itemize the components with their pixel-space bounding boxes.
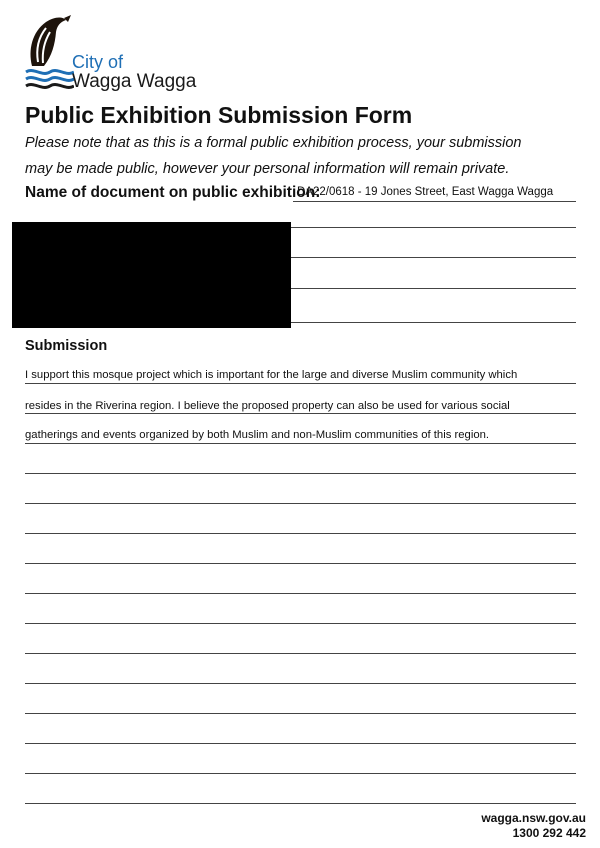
personal-details-line[interactable] [291,227,576,228]
notice-line-2: may be made public, however your personal information will remain private. [25,161,510,177]
personal-details-line[interactable] [291,288,576,289]
document-name-label: Name of document on public exhibition: [25,184,321,201]
submission-line[interactable] [25,473,576,474]
submission-heading: Submission [25,338,108,354]
submission-line[interactable] [25,743,576,744]
redacted-personal-details [12,222,291,328]
submission-line [25,443,576,444]
personal-details-line[interactable] [291,257,576,258]
submission-line[interactable] [25,803,576,804]
footer-contact [481,811,586,841]
logo-line-1: City of [72,52,124,72]
submission-line [25,413,576,414]
submission-line[interactable] [25,683,576,684]
submission-line[interactable] [25,713,576,714]
document-name-field[interactable]: DA22/0618 - 19 Jones Street, East Wagga Wagga [297,186,554,198]
personal-details-line[interactable] [291,322,576,323]
submission-line [25,383,576,384]
submission-line[interactable] [25,533,576,534]
bird-waves-logo-icon [24,14,74,90]
document-name-underline [293,201,576,202]
submission-text-line-3[interactable]: gatherings and events organized by both Muslim and non-Muslim communities of this region. [25,429,490,441]
submission-text-line-1[interactable]: I support this mosque project which is important for the large and diverse Muslim community which [25,369,518,381]
submission-line[interactable] [25,653,576,654]
logo-line-2: Wagga Wagga [72,71,197,92]
page-title: Public Exhibition Submission Form [25,102,413,128]
footer-website: wagga.nsw.gov.au [481,811,586,825]
logo-wordmark [72,52,196,92]
notice-line-1: Please note that as this is a formal public exhibition process, your submission [25,135,522,151]
footer-phone: 1300 292 442 [512,826,586,840]
submission-line[interactable] [25,593,576,594]
submission-line[interactable] [25,563,576,564]
submission-line[interactable] [25,623,576,624]
submission-text-line-2[interactable]: resides in the Riverina region. I believe the proposed property can also be used for various social [25,400,510,412]
submission-line[interactable] [25,773,576,774]
submission-line[interactable] [25,503,576,504]
council-logo [24,14,204,96]
